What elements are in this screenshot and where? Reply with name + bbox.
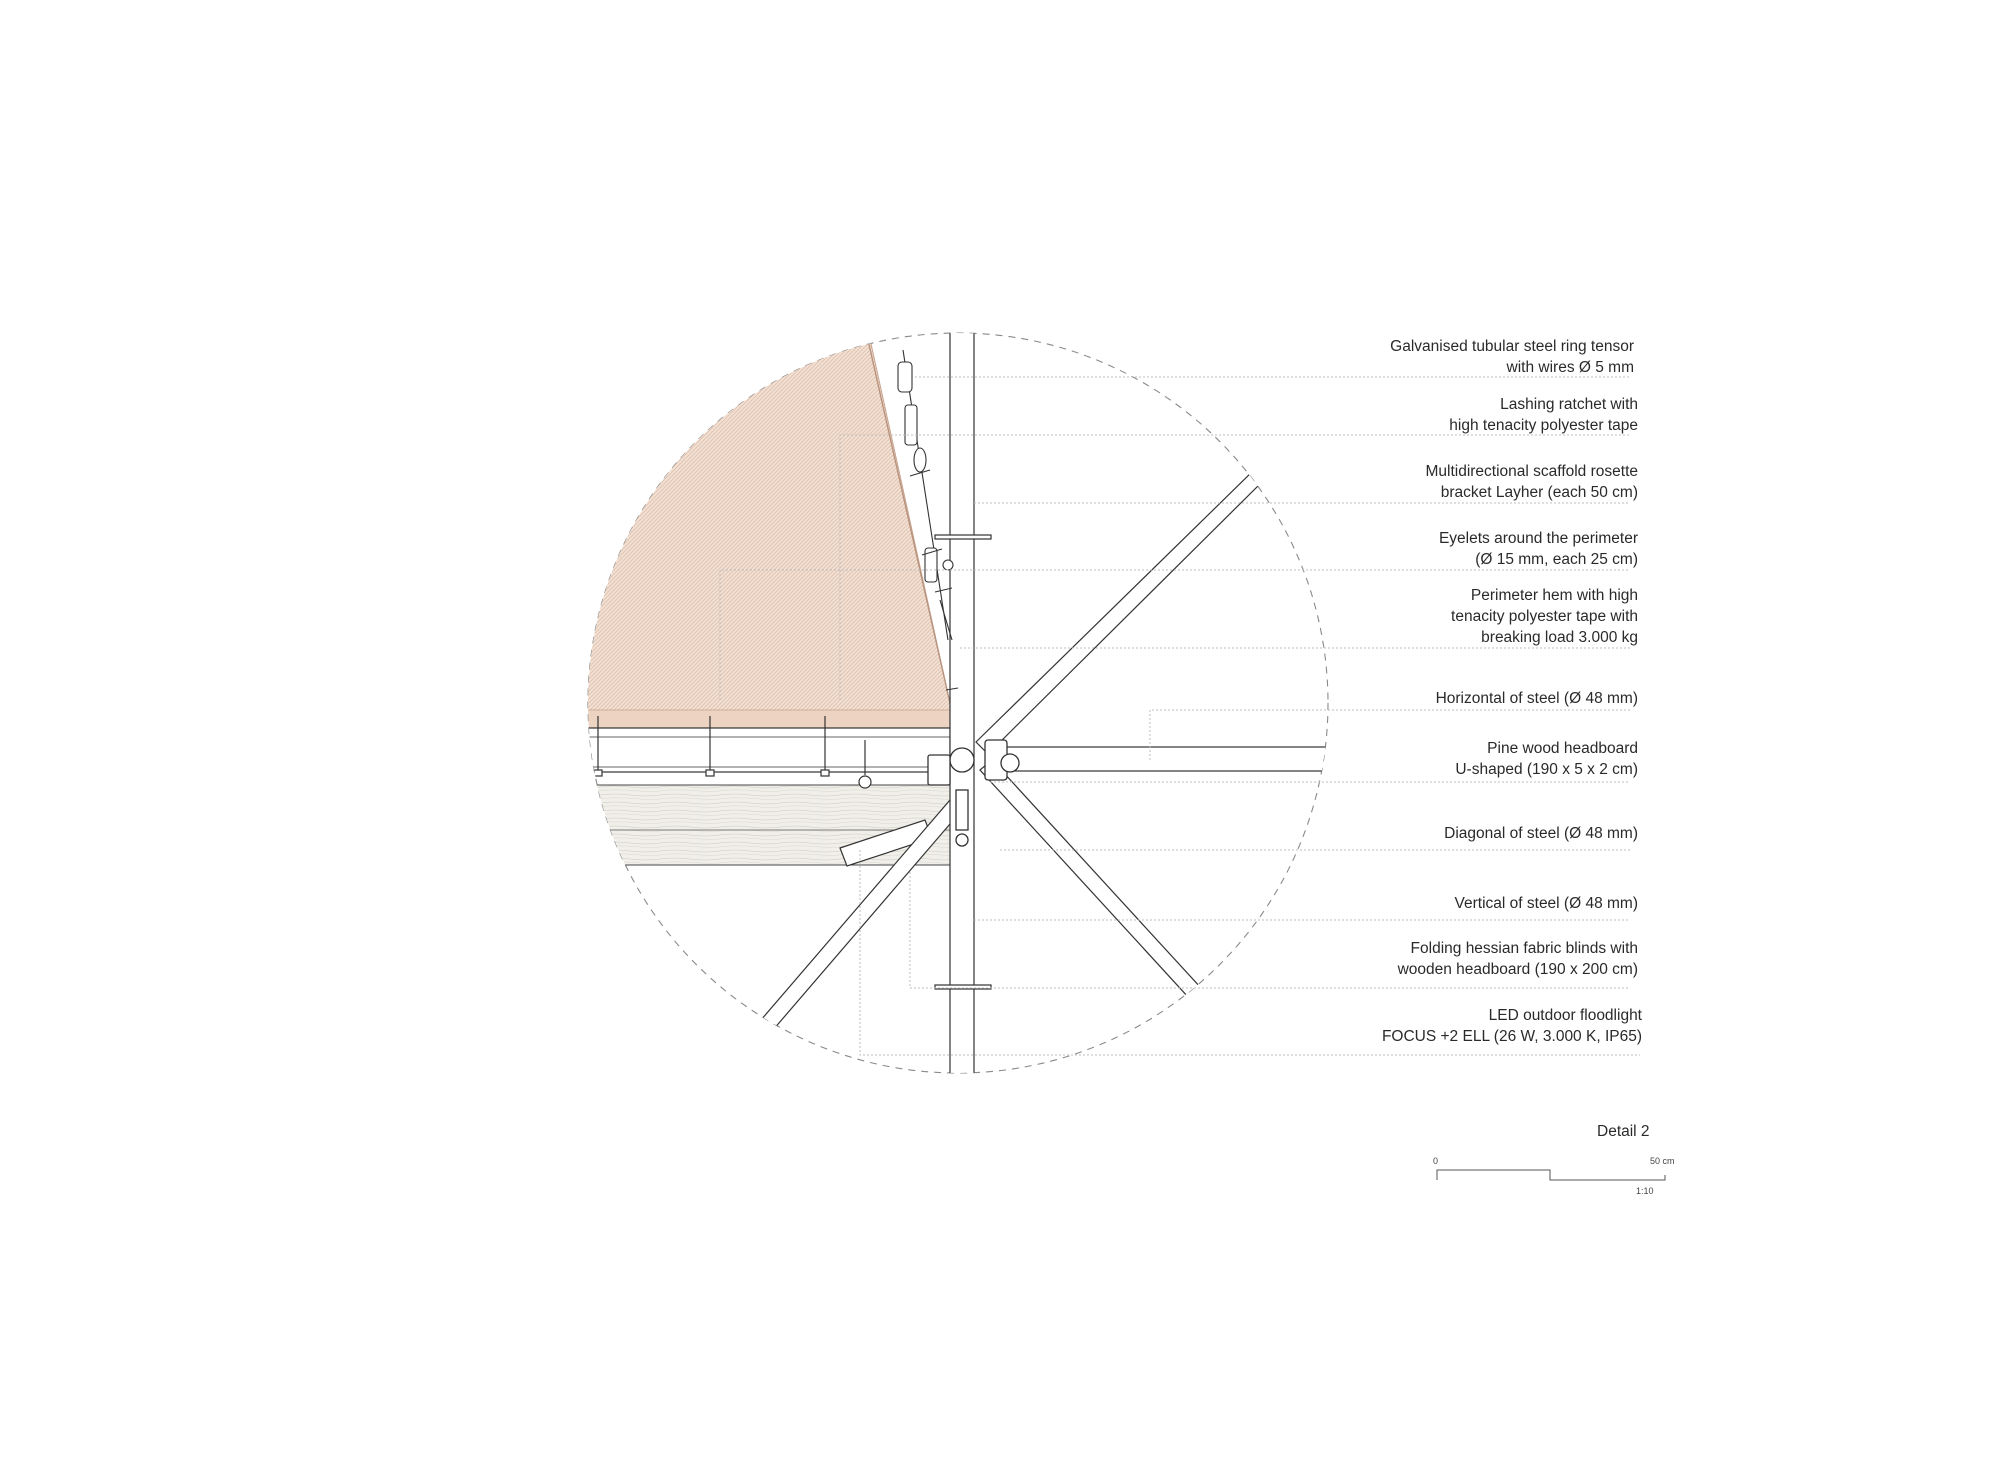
diagonal-steel-upper-right (976, 470, 1264, 754)
folding-blind-wood (560, 785, 950, 865)
vertical-steel (950, 330, 974, 1090)
detail-title: Detail 2 (1597, 1123, 1650, 1140)
scale-start-label: 0 (1433, 1156, 1439, 1166)
scale-ratio-label: 1:10 (1636, 1186, 1654, 1196)
scale-end-label: 50 cm (1650, 1156, 1675, 1166)
annotation-pine-headboard: Pine wood headboard U-shaped (190 x 5 x 2 cm) (1455, 740, 1638, 778)
annotation-horizontal-steel: Horizontal of steel (Ø 48 mm) (1435, 690, 1638, 707)
pine-wood-headboard (560, 728, 950, 772)
annotation-diagonal-steel: Diagonal of steel (Ø 48 mm) (1444, 825, 1638, 842)
construction-section (560, 330, 1340, 1090)
annotation-perimeter-hem: Perimeter hem with high tenacity polyester tape with breaking load 3.000 kg (1451, 587, 1638, 646)
annotation-led-floodlight: LED outdoor floodlight FOCUS +2 ELL (26 W, 3.000 K, IP65) (1381, 1007, 1642, 1045)
horizontal-steel (990, 747, 1340, 771)
annotation-lashing-ratchet: Lashing ratchet with high tenacity polyester tape (1449, 396, 1638, 434)
annotation-rosette-bracket: Multidirectional scaffold rosette bracket Layher (each 50 cm) (1425, 463, 1638, 501)
annotation-eyelets: Eyelets around the perimeter (Ø 15 mm, each 25 cm) (1438, 530, 1638, 568)
fabric-blind (560, 330, 952, 712)
annotation-hessian-blinds: Folding hessian fabric blinds with wooden headboard (190 x 200 cm) (1397, 940, 1638, 978)
diagonal-steel-lower-right (980, 760, 1212, 1010)
annotation-ring-tensor: Galvanised tubular steel ring tensor with wires Ø 5 mm (1390, 338, 1634, 376)
annotation-vertical-steel: Vertical of steel (Ø 48 mm) (1454, 895, 1638, 912)
scale-bar (1437, 1170, 1665, 1180)
